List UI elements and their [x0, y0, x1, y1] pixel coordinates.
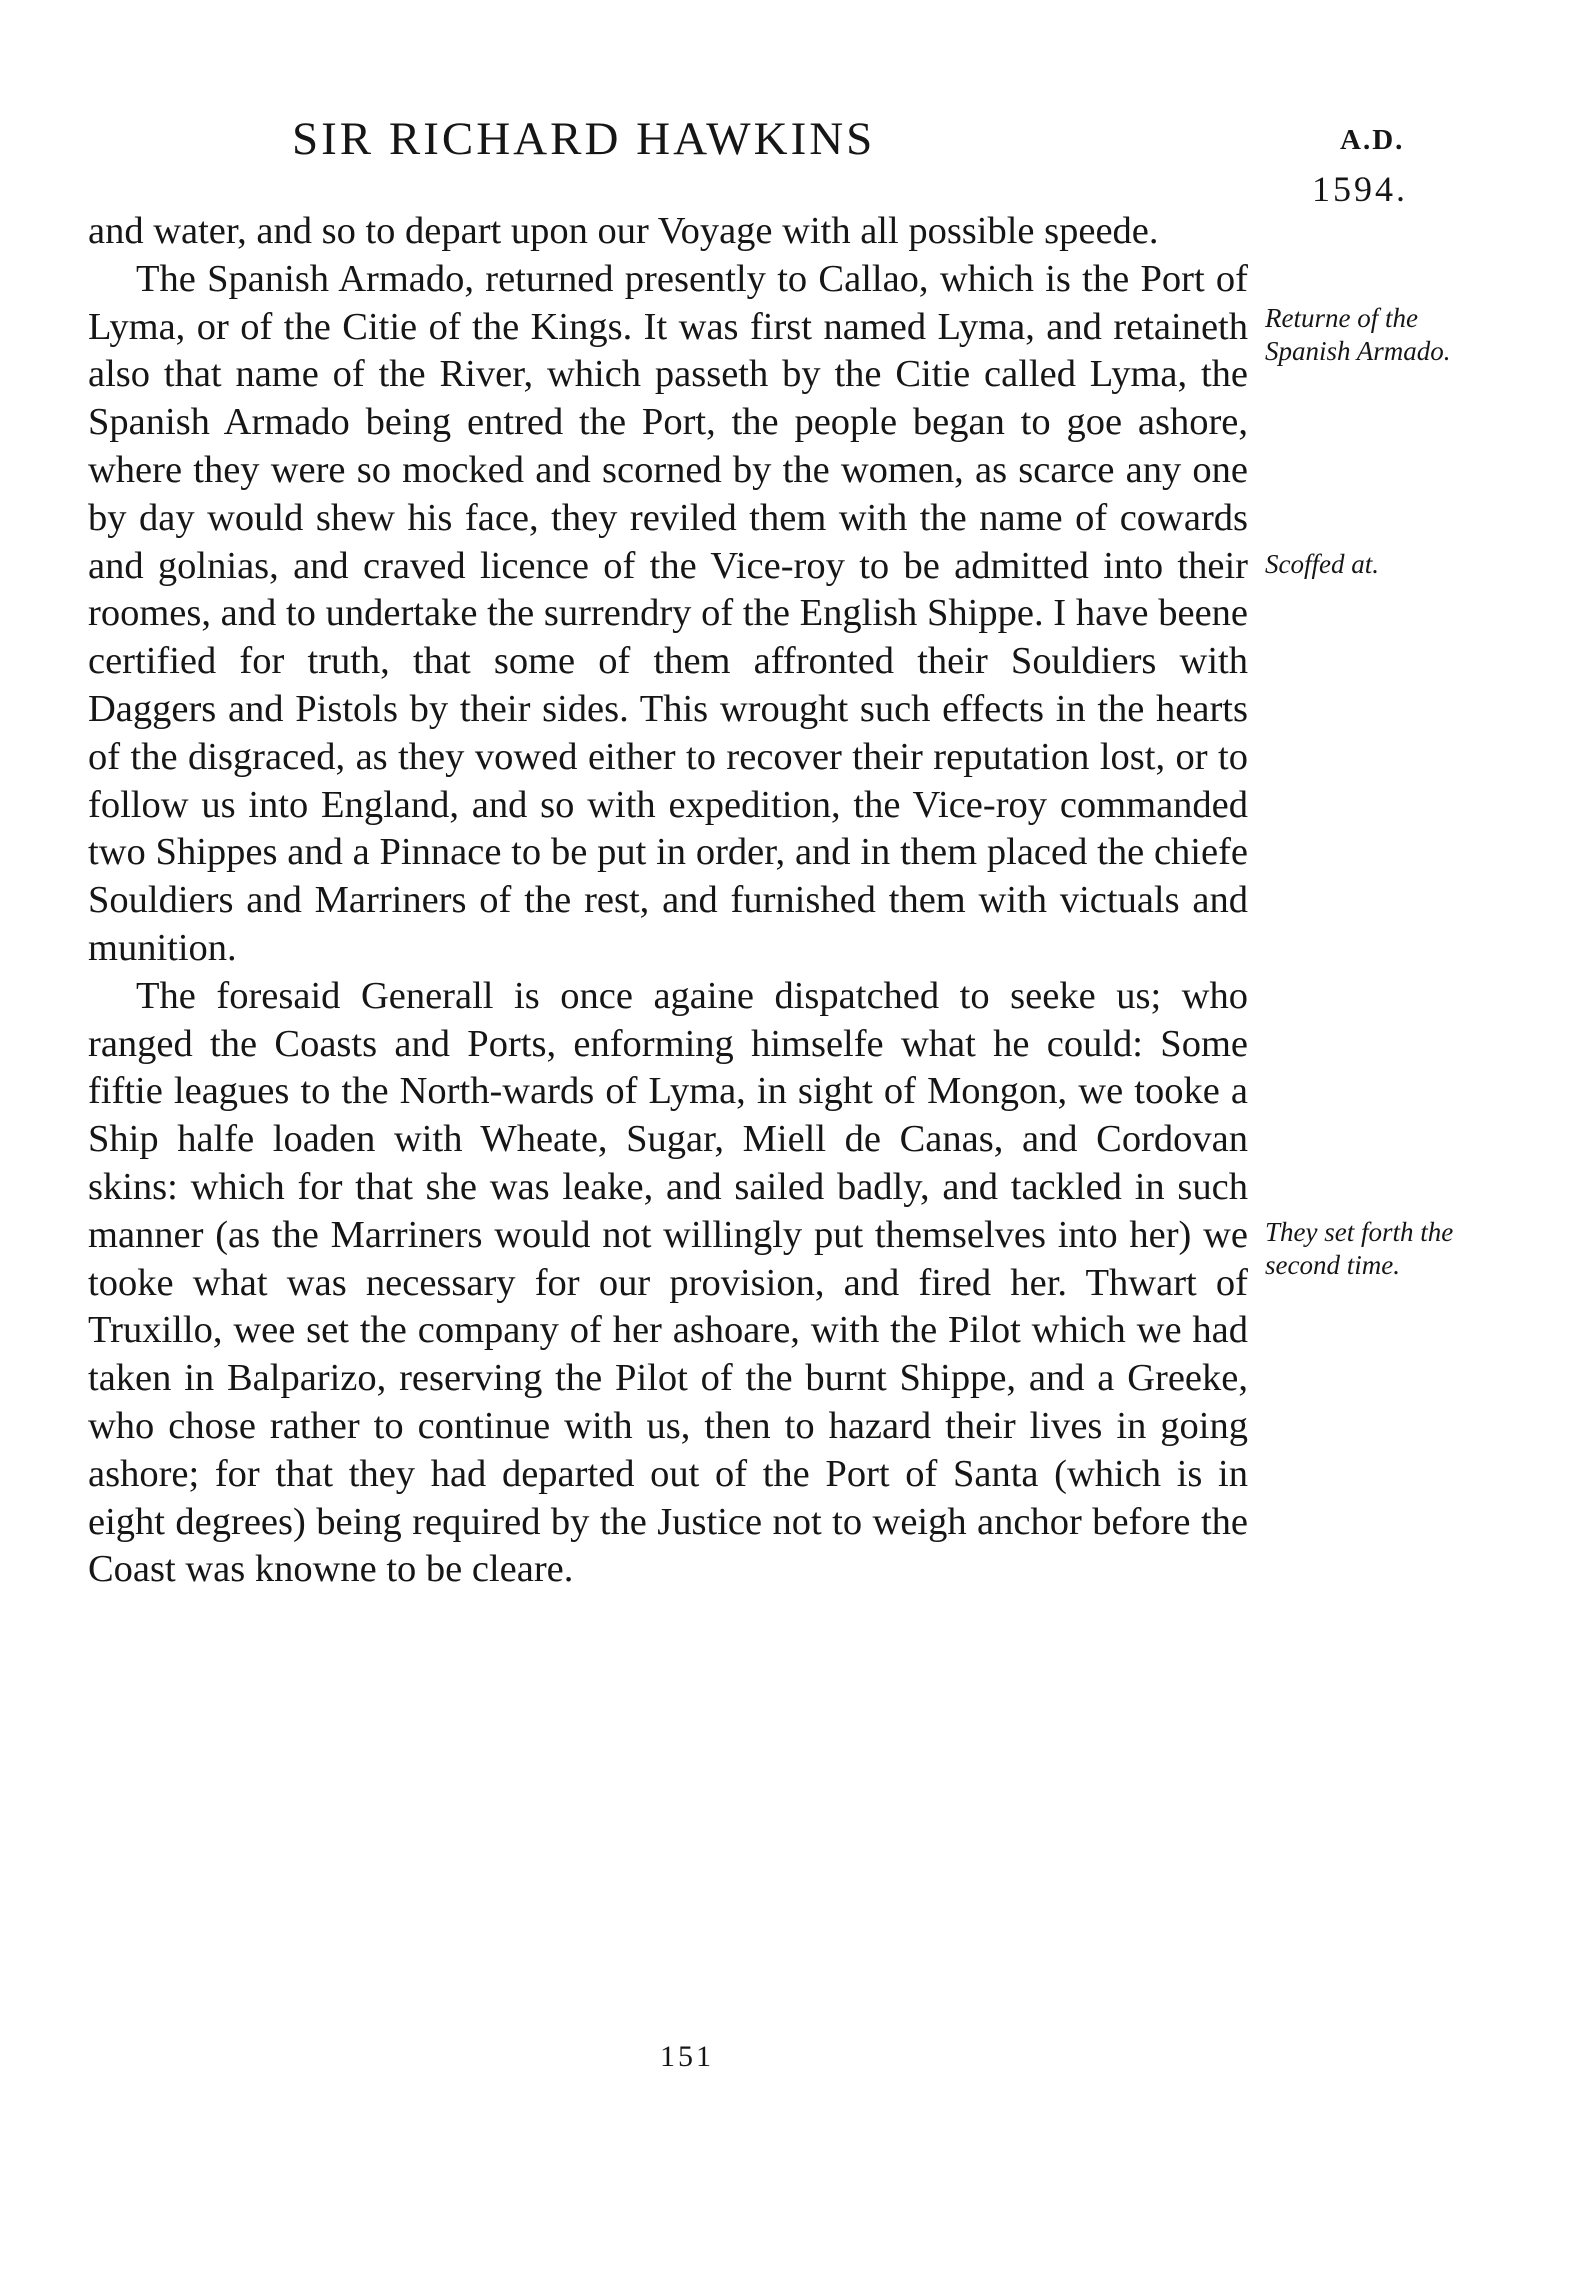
page-number: 151 [660, 2040, 714, 2073]
margin-year-label: 1594. [1312, 169, 1408, 209]
margin-era-label: A.D. [1340, 124, 1405, 156]
paragraph-3: The foresaid Generall is once againe dispatched to seeke us; who ranged the Coasts and Ports, enforming himselfe what he could: Some fiftie leagues to the North-wards of Lyma, in sight of Mongon, we tooke a Ship halfe loaden with Wheate, Sugar, Miell de Canas, and Cordovan skins: which for that she was leake, and sailed badly, and tackled in such manner (as the Marriners would not willingly put themselves into her) we tooke what was necessary for our provision, and fired her. Thwart of Truxillo, wee set the company of her ashoare, with the Pilot which we had taken in Balparizo, reserving the Pilot of the burnt Shippe, and a Greeke, who chose rather to continue with us, then to hazard their lives in going ashore; for that they had departed out of the Port of Santa (which is in eight degrees) being required by the Justice not to weigh anchor before the Coast was knowne to be cleare. [88, 974, 1248, 1591]
body-text [88, 208, 1248, 1594]
paragraph-2: The Spanish Armado, returned presently to Callao, which is the Port of Lyma, or of the Citie of the Kings. It was first named Lyma, and retaineth also that name of the River, which passeth by the Citie called Lyma, the Spanish Armado being entred the Port, the people began to goe ashore, where they were so mocked and scorned by the women, as scarce any one by day would shew his face, they reviled them with the name of cowards and golnias, and craved licence of the Vice-roy to be admitted into their roomes, and to undertake the surrendry of the English Shippe. I have beene certified for truth, that some of them affronted their Souldiers with Daggers and Pistols by their sides. This wrought such effects in the hearts of the disgraced, as they vowed either to recover their reputation lost, or to follow us into England, and so with expedition, the Vice-roy commanded two Shippes and a Pinnace to be put in order, and in them placed the chiefe Souldiers and Marriners of the rest, and furnished them with victuals and munition. [88, 257, 1248, 969]
margin-note-returne-of-armado: Returne of the Spanish Armado. [1265, 303, 1451, 366]
margin-note-set-forth-second-time: They set forth the second time. [1265, 1217, 1454, 1280]
running-head-title: SIR RICHARD HAWKINS [292, 113, 876, 165]
margin-note-scoffed-at: Scoffed at. [1265, 549, 1379, 579]
paragraph-1: and water, and so to depart upon our Voyage with all possible speede. [88, 210, 1159, 252]
